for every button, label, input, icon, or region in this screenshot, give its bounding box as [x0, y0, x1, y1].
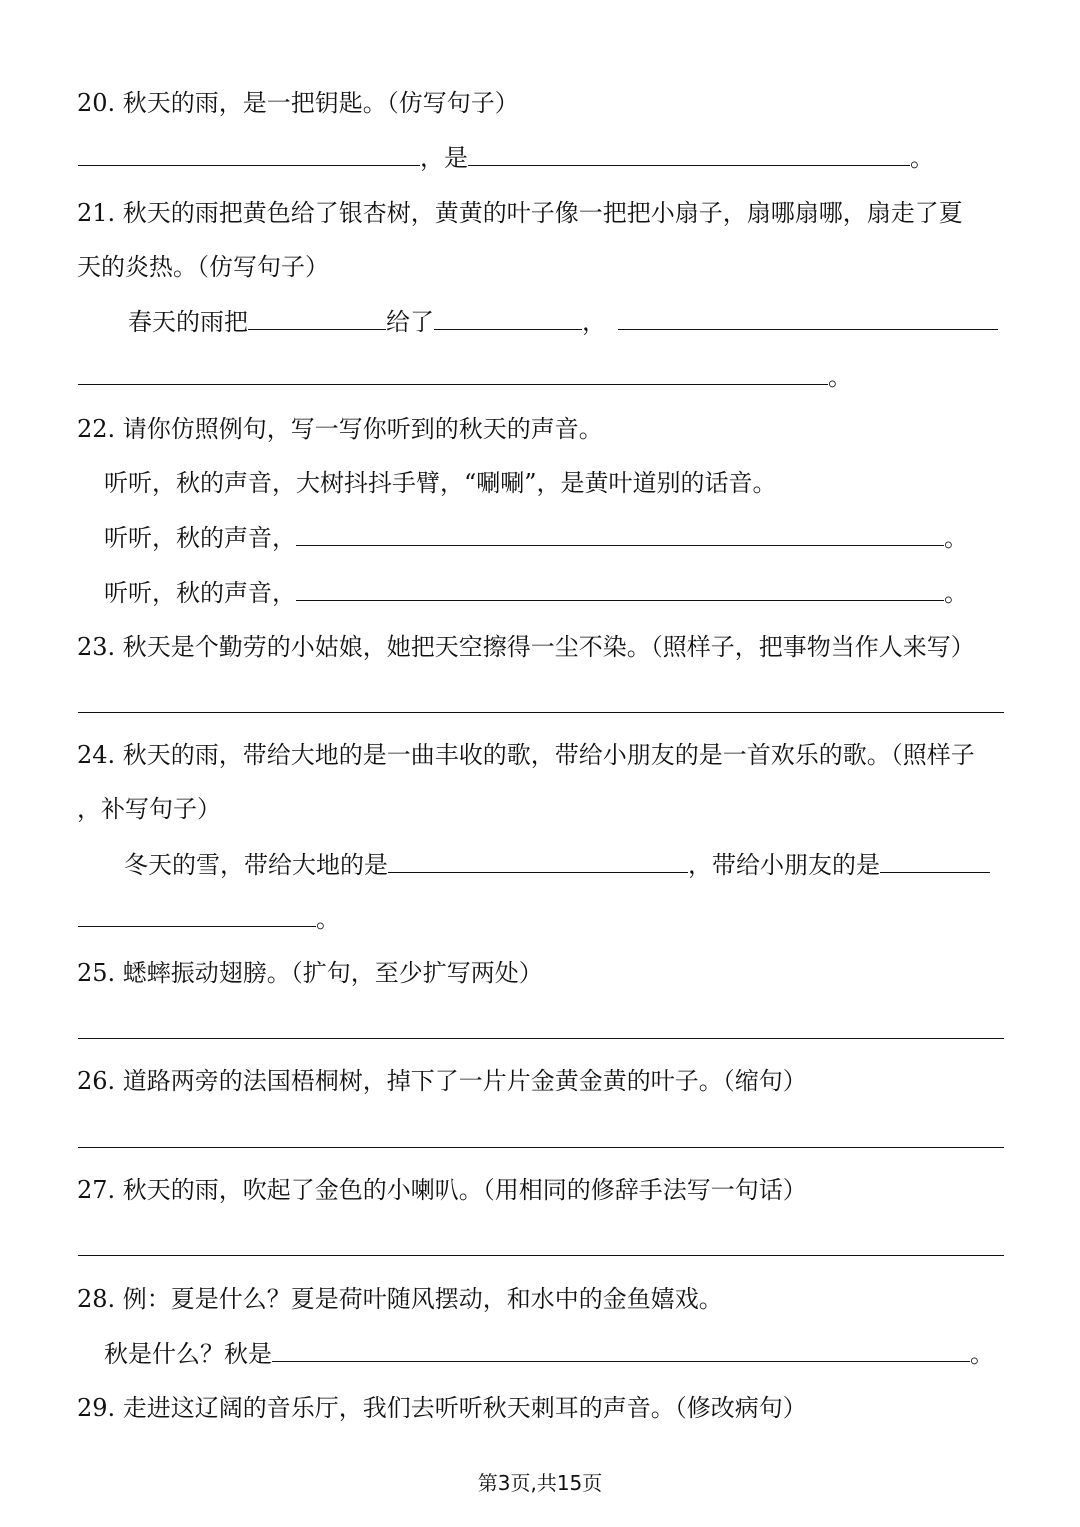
- prompt-text: 秋是什么？秋是: [104, 1340, 272, 1368]
- answer-line-20: [78, 143, 934, 173]
- blank-21c[interactable]: [618, 307, 998, 330]
- question-23: 23. 秋天是个勤劳的小姑娘，她把天空擦得一尘不染。（照样子，把事物当作人来写）: [77, 633, 975, 661]
- fill-text: 给了: [386, 308, 434, 336]
- question-22: 22. 请你仿照例句，写一写你听到的秋天的声音。: [77, 415, 603, 443]
- question-21-cont: 天的炎热。（仿写句子）: [77, 253, 329, 281]
- question-25: 25. 蟋蟀振动翅膀。（扩句，至少扩写两处）: [77, 959, 543, 987]
- question-24-cont: ，补写句子）: [77, 795, 221, 823]
- period: 。: [828, 363, 852, 391]
- blank-22a[interactable]: [296, 523, 944, 546]
- blank-21a[interactable]: [248, 307, 386, 330]
- blank-24b[interactable]: [880, 850, 990, 873]
- question-26: 26. 道路两旁的法国梧桐树，掉下了一片片金黄金黄的叶子。（缩句）: [77, 1067, 807, 1095]
- period: 。: [970, 1340, 994, 1368]
- connector-text: ，是: [420, 144, 468, 172]
- period: 。: [910, 144, 934, 172]
- blank-22b[interactable]: [296, 578, 944, 601]
- answer-line-28: [104, 1339, 994, 1369]
- answer-rule-25[interactable]: [78, 1038, 1004, 1039]
- blank-20a[interactable]: [78, 143, 420, 166]
- fill-text: ，带给小朋友的是: [688, 851, 880, 879]
- fill-text: ，: [582, 308, 606, 336]
- answer-line-22b: [104, 578, 968, 608]
- period: 。: [944, 579, 968, 607]
- answer-rule-27[interactable]: [78, 1255, 1004, 1256]
- period: 。: [944, 524, 968, 552]
- blank-28[interactable]: [272, 1339, 970, 1362]
- answer-rule-26[interactable]: [78, 1147, 1004, 1148]
- answer-line-21: [128, 307, 998, 337]
- answer-line-24: [124, 850, 990, 880]
- question-21: 21. 秋天的雨把黄色给了银杏树，黄黄的叶子像一把把小扇子，扇哪扇哪，扇走了夏: [77, 199, 963, 227]
- blank-24a[interactable]: [388, 850, 688, 873]
- fill-text: 冬天的雪，带给大地的是: [124, 851, 388, 879]
- question-28: 28. 例：夏是什么？夏是荷叶随风摆动，和水中的金鱼嬉戏。: [77, 1285, 723, 1313]
- period: 。: [316, 905, 340, 933]
- blank-20b[interactable]: [468, 143, 910, 166]
- prompt-text: 听听，秋的声音，: [104, 524, 296, 552]
- answer-line-24b: [78, 904, 340, 934]
- blank-21d[interactable]: [78, 362, 828, 385]
- example-22: 听听，秋的声音，大树抖抖手臂，“唰唰”，是黄叶道别的话音。: [104, 469, 777, 497]
- question-24: 24. 秋天的雨，带给大地的是一曲丰收的歌，带给小朋友的是一首欢乐的歌。（照样子: [77, 741, 975, 769]
- page-number: 第3页,共15页: [477, 1471, 603, 1495]
- prompt-text: 听听，秋的声音，: [104, 579, 296, 607]
- blank-21b[interactable]: [434, 307, 582, 330]
- question-29: 29. 走进这辽阔的音乐厅，我们去听听秋天刺耳的声音。（修改病句）: [77, 1394, 807, 1422]
- answer-rule-23[interactable]: [78, 712, 1004, 713]
- question-20: 20. 秋天的雨，是一把钥匙。（仿写句子）: [77, 89, 519, 117]
- answer-line-21b: [78, 362, 852, 392]
- answer-line-22a: [104, 523, 968, 553]
- question-27: 27. 秋天的雨，吹起了金色的小喇叭。（用相同的修辞手法写一句话）: [77, 1176, 807, 1204]
- blank-24c[interactable]: [78, 904, 316, 927]
- fill-text: 春天的雨把: [128, 308, 248, 336]
